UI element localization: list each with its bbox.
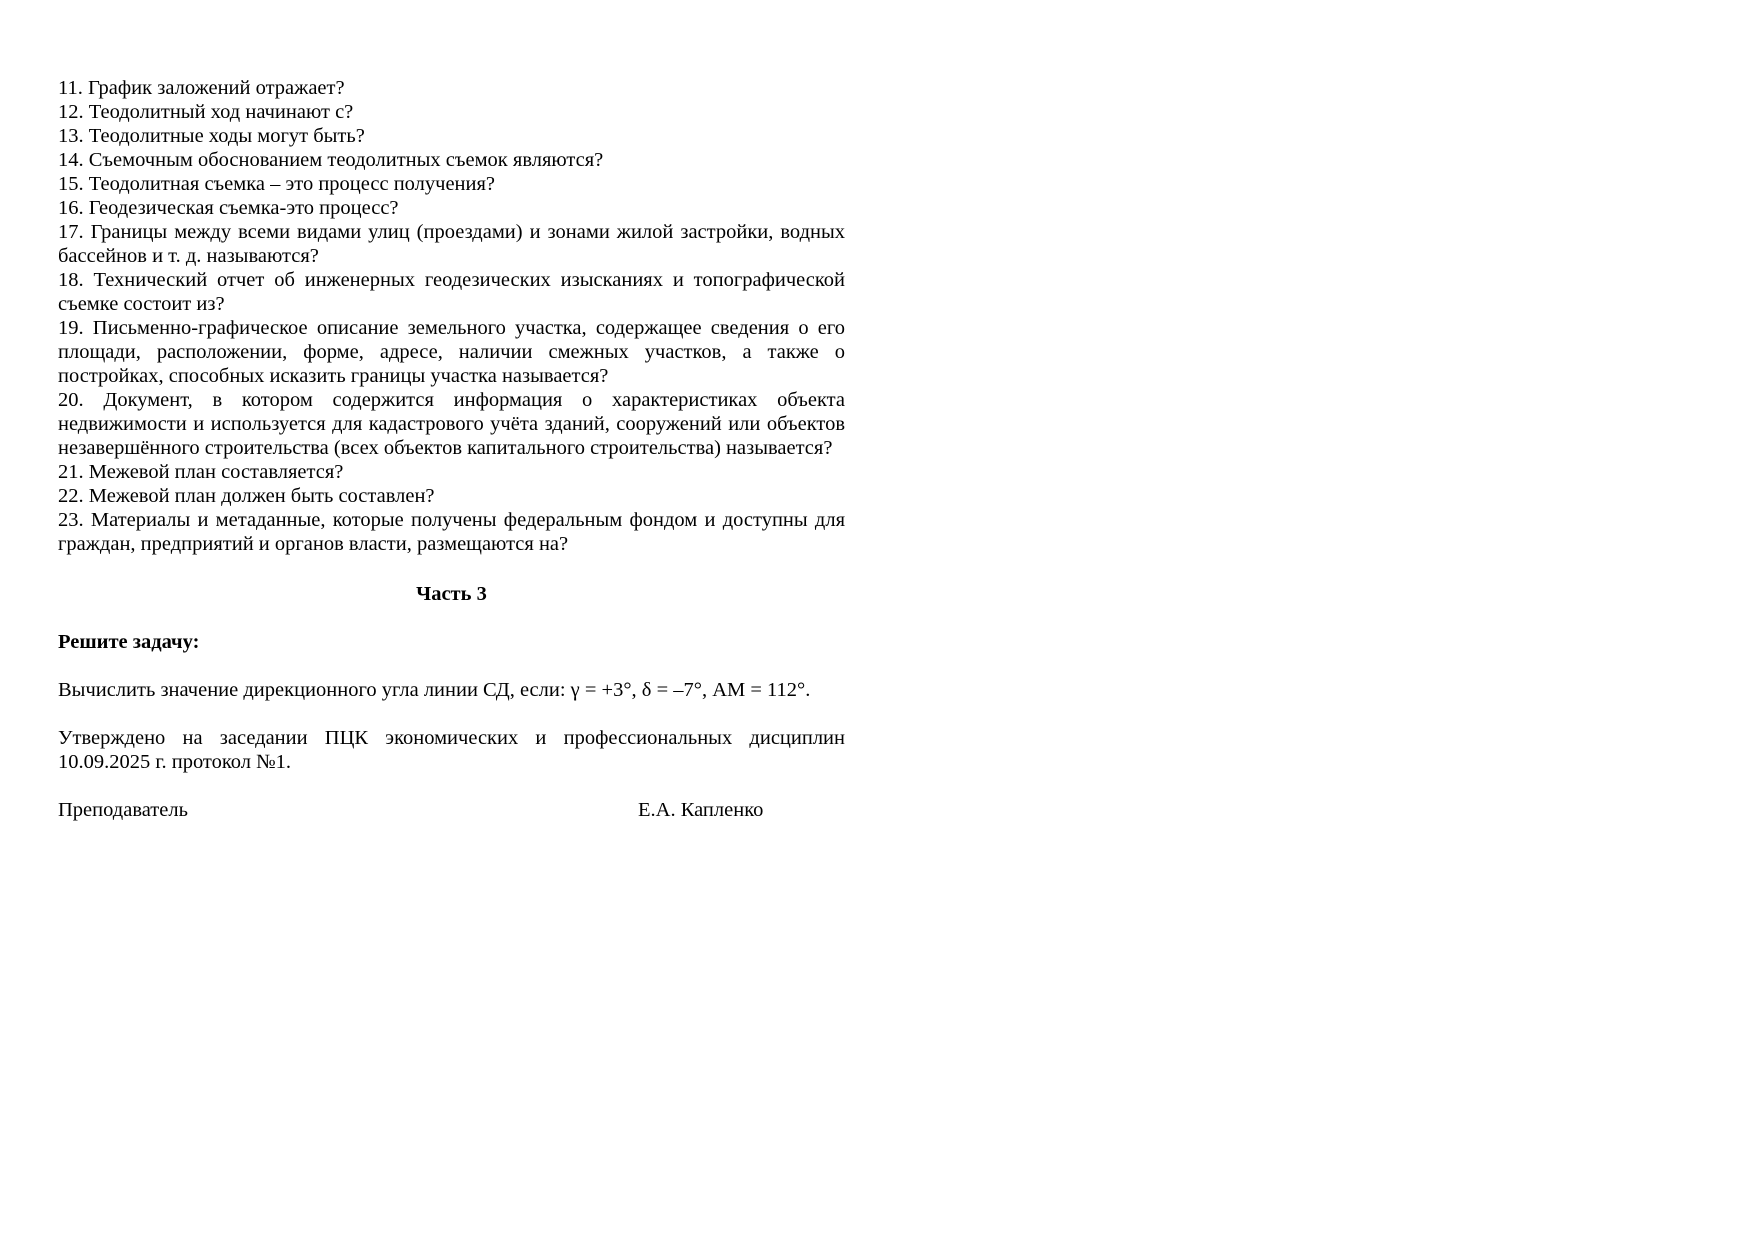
question-13: 13. Теодолитные ходы могут быть? <box>58 125 365 147</box>
question-18: 18. Технический отчет об инженерных геодезических изысканиях и топографической съемке состоит из? <box>58 269 845 315</box>
question-15: 15. Теодолитная съемка – это процесс получения? <box>58 173 496 195</box>
question-11: 11. График заложений отражает? <box>58 77 345 99</box>
part-title: Часть 3 <box>416 583 487 605</box>
signature-role: Преподаватель <box>58 799 188 821</box>
question-23: 23. Материалы и метаданные, которые получены федеральным фондом и доступны для граждан, предприятий и органов власти, размещаются на? <box>58 509 845 555</box>
document-page <box>58 76 845 822</box>
question-17: 17. Границы между всеми видами улиц (проездами) и зонами жилой застройки, водных бассейнов и т. д. называются? <box>58 221 845 267</box>
task-heading: Решите задачу: <box>58 631 200 653</box>
question-14: 14. Съемочным обоснованием теодолитных съемок являются? <box>58 149 604 171</box>
approval-text: Утверждено на заседании ПЦК экономических и профессиональных дисциплин 10.09.2025 г. протокол №1. <box>58 727 845 773</box>
question-22: 22. Межевой план должен быть составлен? <box>58 485 435 507</box>
task-text: Вычислить значение дирекционного угла линии СД, если: γ = +3°, δ = –7°, АМ = 112°. <box>58 679 811 701</box>
question-20: 20. Документ, в котором содержится информация о характеристиках объекта недвижимости и используется для кадастрового учёта зданий, сооружений или объектов незавершённого строительства (всех объектов капитального строительства) называется? <box>58 389 845 459</box>
signature-name: Е.А. Капленко <box>638 799 764 821</box>
signature-line <box>58 798 845 822</box>
question-19: 19. Письменно-графическое описание земельного участка, содержащее сведения о его площади, расположении, форме, адресе, наличии смежных участков, а также о постройках, способных исказить границы участка называется? <box>58 317 845 387</box>
question-list <box>58 76 845 556</box>
question-16: 16. Геодезическая съемка-это процесс? <box>58 197 399 219</box>
question-12: 12. Теодолитный ход начинают с? <box>58 101 354 123</box>
question-21: 21. Межевой план составляется? <box>58 461 344 483</box>
